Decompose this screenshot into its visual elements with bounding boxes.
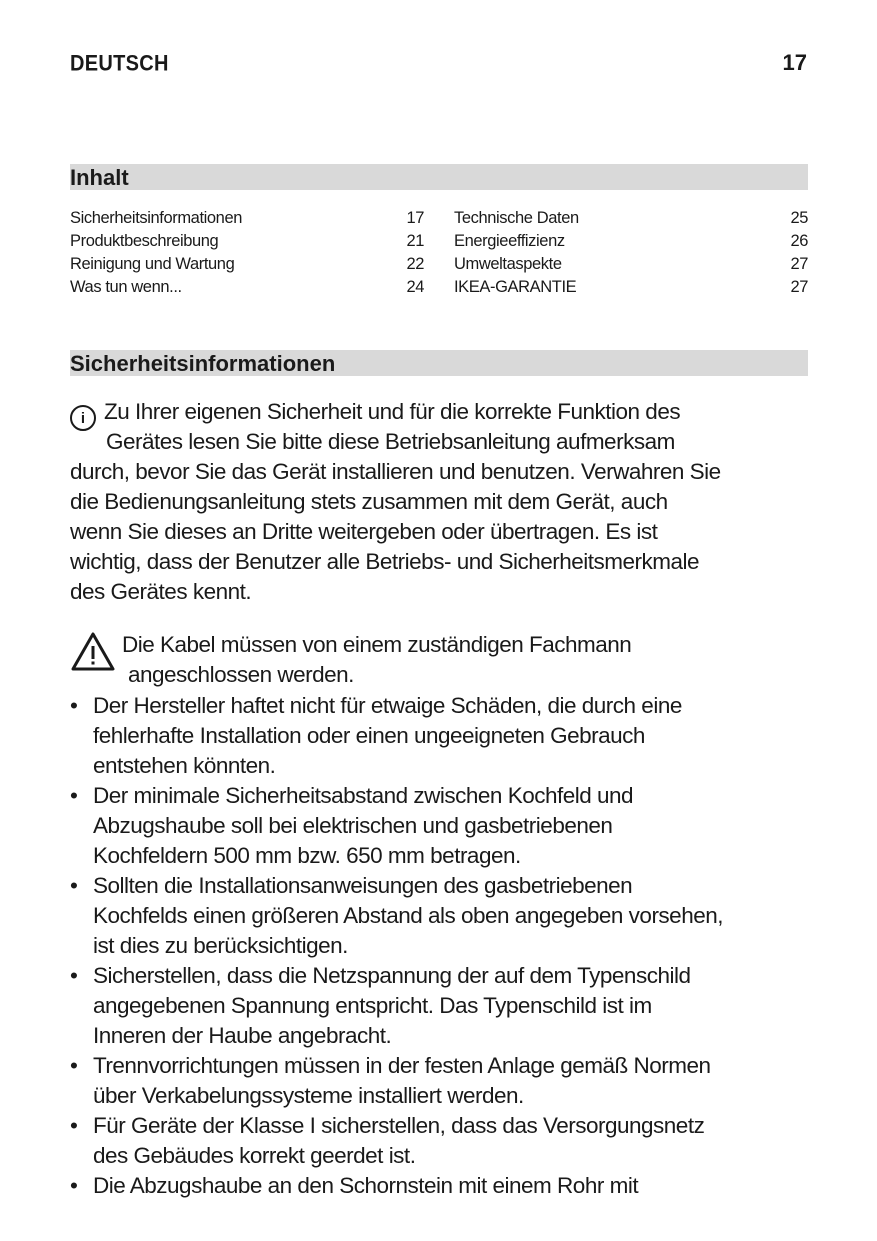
safety-intro: [70, 397, 810, 607]
toc-heading: [70, 164, 808, 190]
toc-entry-page: 25: [790, 209, 808, 227]
toc-entry-page: 21: [406, 232, 424, 250]
intro-line: die Bedienungsanleitung stets zusammen mit dem Gerät, auch: [70, 489, 668, 514]
toc-entry[interactable]: [70, 207, 424, 230]
intro-line: durch, bevor Sie das Gerät installieren und benutzen. Verwahren Sie: [70, 459, 721, 484]
toc-entry-label: Technische Daten: [454, 209, 579, 227]
toc-entry-label: Umweltaspekte: [454, 255, 562, 273]
toc-entry-page: 26: [790, 232, 808, 250]
table-of-contents: [70, 207, 808, 299]
toc-entry-label: Was tun wenn...: [70, 278, 182, 296]
toc-entry-page: 27: [790, 278, 808, 296]
toc-entry-page: 24: [406, 278, 424, 296]
list-item: [70, 1111, 810, 1171]
toc-entry-label: Sicherheitsinformationen: [70, 209, 242, 227]
toc-entry-page: 27: [790, 255, 808, 273]
language-label: DEUTSCH: [70, 51, 169, 77]
toc-right-column: [454, 207, 808, 299]
bullet-line: Kochfelds einen größeren Abstand als oben angegeben vorsehen,: [93, 903, 723, 928]
list-item: [70, 1051, 810, 1111]
warning-line: angeschlossen werden.: [128, 662, 354, 687]
toc-entry[interactable]: [70, 230, 424, 253]
toc-entry[interactable]: [70, 276, 424, 299]
bullet-line: ist dies zu berücksichtigen.: [93, 933, 348, 958]
bullet-line: • Die Abzugshaube an den Schornstein mit einem Rohr mit: [93, 1173, 639, 1198]
bullet-line: • Der minimale Sicherheitsabstand zwischen Kochfeld und: [93, 783, 634, 808]
toc-entry[interactable]: [454, 230, 808, 253]
bullet-line: fehlerhafte Installation oder einen ungeeigneten Gebrauch: [93, 723, 645, 748]
bullet-line: entstehen könnten.: [93, 753, 276, 778]
toc-entry-label: Produktbeschreibung: [70, 232, 219, 250]
list-item: [70, 781, 810, 871]
toc-left-column: [70, 207, 424, 299]
bullet-line: des Gebäudes korrekt geerdet ist.: [93, 1143, 416, 1168]
toc-title: Inhalt: [70, 165, 129, 190]
safety-heading: [70, 350, 808, 376]
bullet-line: • Der Hersteller haftet nicht für etwaige Schäden, die durch eine: [93, 693, 682, 718]
page-number: 17: [782, 50, 807, 75]
warning-text: [122, 630, 631, 690]
toc-entry[interactable]: [454, 207, 808, 230]
bullet-line: • Sollten die Installationsanweisungen des gasbetriebenen: [93, 873, 633, 898]
intro-line: des Gerätes kennt.: [70, 579, 252, 604]
warning-icon: [70, 630, 116, 672]
list-item: [70, 691, 810, 781]
bullet-line: • Für Geräte der Klasse I sicherstellen, dass das Versorgungsnetz: [93, 1113, 705, 1138]
bullet-line: • Sicherstellen, dass die Netzspannung der auf dem Typenschild: [93, 963, 691, 988]
bullet-line: Abzugshaube soll bei elektrischen und gasbetriebenen: [93, 813, 613, 838]
list-item: [70, 1171, 810, 1201]
toc-entry[interactable]: [454, 276, 808, 299]
toc-entry[interactable]: [70, 253, 424, 276]
toc-entry-label: Reinigung und Wartung: [70, 255, 235, 273]
toc-entry-label: IKEA-GARANTIE: [454, 278, 577, 296]
list-item: [70, 961, 810, 1051]
warning-line: Die Kabel müssen von einem zuständigen Fachmann: [122, 632, 632, 657]
toc-entry-page: 17: [406, 209, 424, 227]
page-header: [70, 50, 807, 76]
bullet-line: • Trennvorrichtungen müssen in der festen Anlage gemäß Normen: [93, 1053, 711, 1078]
toc-entry[interactable]: [454, 253, 808, 276]
safety-title: Sicherheitsinformationen: [70, 351, 336, 376]
intro-line: Gerätes lesen Sie bitte diese Betriebsanleitung aufmerksam: [106, 429, 675, 454]
safety-bullet-list: [70, 691, 810, 1201]
intro-line: wichtig, dass der Benutzer alle Betriebs- und Sicherheitsmerkmale: [70, 549, 700, 574]
bullet-line: angegebenen Spannung entspricht. Das Typenschild ist im: [93, 993, 652, 1018]
toc-entry-label: Energieeffizienz: [454, 232, 565, 250]
bullet-line: Inneren der Haube angebracht.: [93, 1023, 392, 1048]
intro-line: Zu Ihrer eigenen Sicherheit und für die korrekte Funktion des: [104, 399, 681, 424]
info-icon: i: [70, 405, 96, 431]
toc-entry-page: 22: [406, 255, 424, 273]
list-item: [70, 871, 810, 961]
bullet-line: Kochfeldern 500 mm bzw. 650 mm betragen.: [93, 843, 521, 868]
bullet-line: über Verkabelungssysteme installiert werden.: [93, 1083, 524, 1108]
intro-line: wenn Sie dieses an Dritte weitergeben oder übertragen. Es ist: [70, 519, 658, 544]
